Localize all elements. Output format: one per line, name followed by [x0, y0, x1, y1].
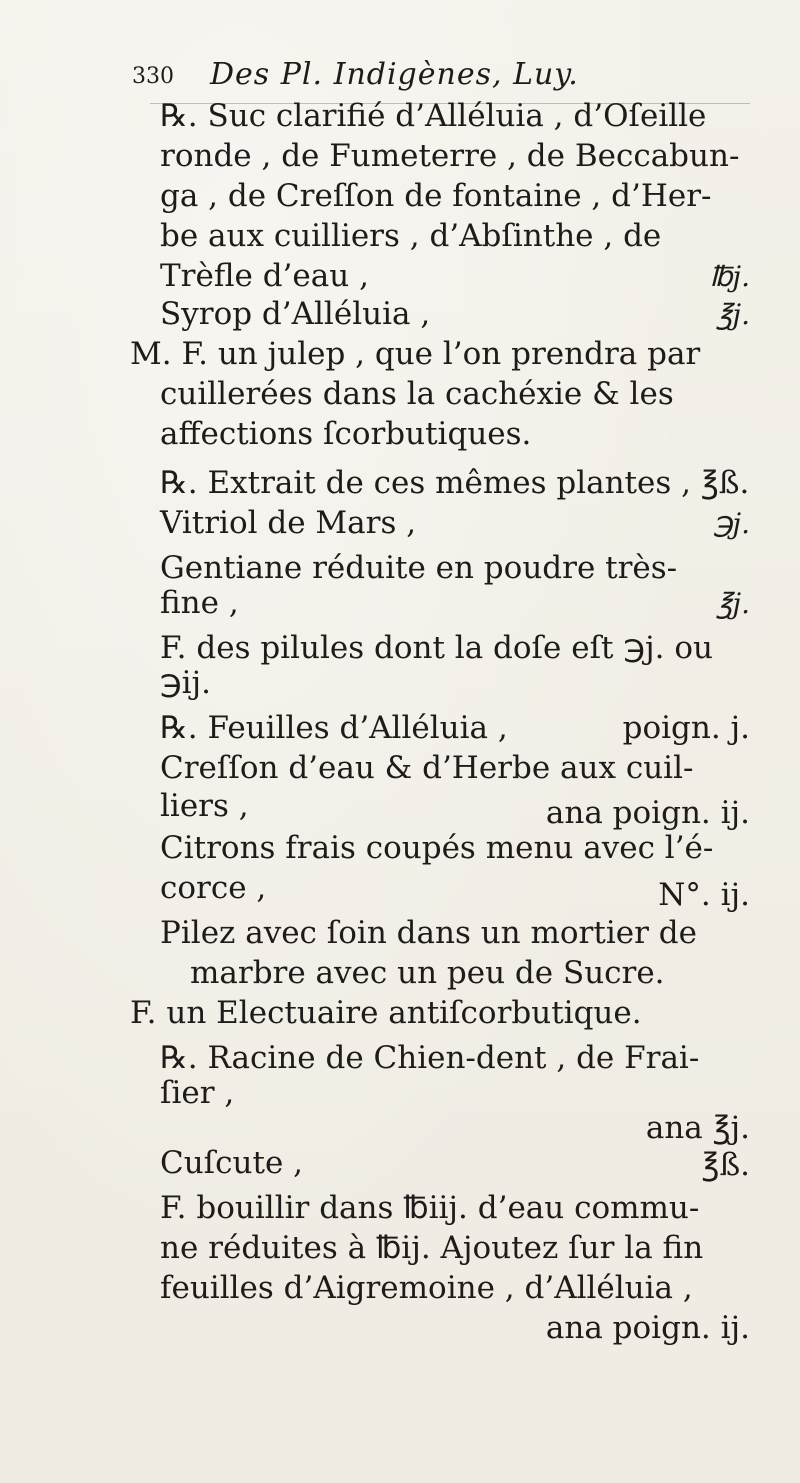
text-line-28: ne réduites à ℔ij. Ajoutez ſur la fin: [160, 1230, 704, 1266]
text-line-6: Syrop d’Alléluia ,: [160, 296, 431, 332]
text-line-21: Pilez avec ſoin dans un mortier de: [160, 915, 697, 951]
text-line-11: Vitriol de Mars ,: [160, 505, 417, 541]
dose-line-16: poign. j.: [622, 710, 750, 746]
text-line-23: F. un Electuaire antiſcorbutique.: [130, 995, 642, 1031]
text-line-19: Citrons frais coupés menu avec l’é-: [160, 830, 714, 866]
text-line-16: ℞. Feuilles d’Alléluia ,: [160, 710, 508, 746]
text-line-1: ℞. Suc clarifié d’Alléluia , d’Oſeille: [160, 98, 707, 134]
text-line-4: be aux cuilliers , d’Abſinthe , de: [160, 218, 662, 254]
dose-line-11: ℈j.: [712, 507, 750, 540]
page-number: 330: [132, 64, 174, 89]
text-line-22: marbre avec un peu de Sucre.: [190, 955, 665, 991]
text-line-13: fine ,: [160, 585, 239, 621]
text-line-27: F. bouillir dans ℔iij. d’eau commu-: [160, 1190, 700, 1226]
dose-line-13: ℥j.: [716, 587, 750, 620]
text-line-8: cuillerées dans la cachéxie & les: [160, 376, 674, 412]
text-line-2: ronde , de Fumeterre , de Beccabun-: [160, 138, 740, 174]
text-line-30: ana poign. ij.: [545, 1310, 750, 1346]
text-line-20: corce ,: [160, 870, 267, 906]
text-line-26: Cuſcute ,: [160, 1145, 303, 1181]
text-line-17: Creſſon d’eau & d’Herbe aux cuil-: [160, 750, 694, 786]
text-line-24: ℞. Racine de Chien-dent , de Frai-: [160, 1040, 700, 1076]
dose-line-6: ℥j.: [716, 298, 750, 331]
running-title: Des Pl. Indigènes, Luy.: [210, 57, 579, 92]
text-line-5: Trèfle d’eau ,: [160, 258, 369, 294]
dose-line-5: ℔j.: [709, 260, 750, 293]
text-line-12: Gentiane réduite en poudre très-: [160, 550, 678, 586]
dose-line-18: ana poign. ij.: [545, 795, 750, 831]
text-line-25: ſier ,: [160, 1075, 235, 1111]
text-line-9: affections ſcorbutiques.: [160, 416, 532, 452]
text-line-14: F. des pilules dont la doſe eſt ℈j. ou: [160, 630, 713, 666]
text-line-15: ℈ij.: [160, 665, 212, 701]
dose-line-25: ana ℥j.: [645, 1110, 750, 1146]
text-line-29: feuilles d’Aigremoine , d’Alléluia ,: [160, 1270, 693, 1306]
text-line-3: ga , de Creſſon de fontaine , d’Her-: [160, 178, 712, 214]
text-line-18: liers ,: [160, 788, 249, 824]
dose-line-20: N°. ij.: [658, 877, 750, 913]
dose-line-26: ℥ß.: [701, 1147, 750, 1183]
text-line-10: ℞. Extrait de ces mêmes plantes , ℥ß.: [160, 465, 750, 501]
text-line-7: M. F. un julep , que l’on prendra par: [130, 336, 701, 372]
